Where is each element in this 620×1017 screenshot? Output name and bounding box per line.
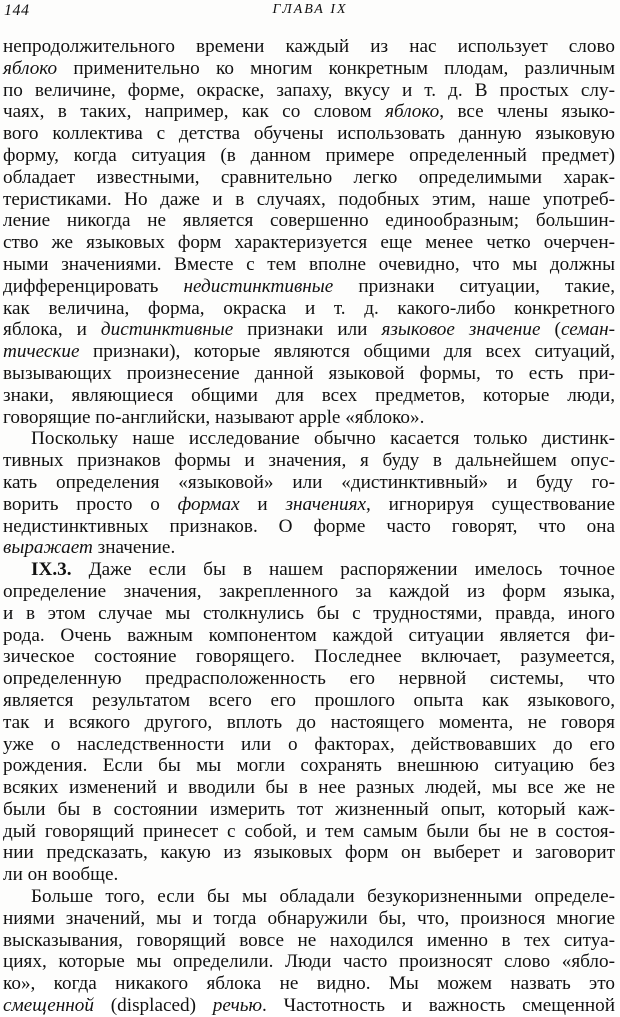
- text-line: [3, 123, 615, 145]
- running-title: ГЛАВА IX: [272, 2, 348, 17]
- text-line: [3, 341, 615, 363]
- text-line: [3, 145, 615, 167]
- text-line: [3, 864, 615, 886]
- italic-term: яблоко: [385, 101, 440, 123]
- text-line: [3, 80, 615, 102]
- italic-term: яблоко: [3, 57, 58, 79]
- text-line: [3, 734, 615, 756]
- text-segment: обладает известными, сравнительно легко определимыми харак-: [3, 166, 615, 188]
- text-line: [3, 232, 615, 254]
- text-line: [3, 450, 615, 472]
- text-segment: и в этом случае мы столкнулись бы с трудностями, правда, иного: [3, 602, 615, 624]
- text-line: [3, 189, 615, 211]
- text-segment: и: [239, 493, 286, 515]
- text-segment: определенную предрасположенность его нервной системы, что: [3, 668, 615, 690]
- page-header: [0, 0, 620, 26]
- text-line: [3, 581, 615, 603]
- italic-term: выражает: [3, 537, 93, 559]
- text-line: [3, 668, 615, 690]
- text-segment: рождения. Если бы мы могли сохранять внешнюю ситуацию без: [3, 755, 615, 777]
- italic-term: значениях: [285, 493, 367, 515]
- italic-term: дистинктивные: [100, 319, 234, 341]
- text-line: [3, 951, 615, 973]
- text-line: [3, 210, 615, 232]
- text-segment: ление никогда не является совершенно единообразным; большин-: [3, 210, 615, 232]
- text-line: [3, 472, 615, 494]
- italic-term: смещенной: [3, 995, 94, 1017]
- page-number: 144: [4, 2, 30, 19]
- text-line: [3, 494, 615, 516]
- text-line: [3, 908, 615, 930]
- text-segment: так и всякого другого, вплоть до настоящего момента, не говоря: [3, 711, 615, 733]
- text-segment: яблока, и: [3, 319, 101, 341]
- italic-term: тические: [3, 341, 80, 363]
- text-segment: всяких изменений и вводили бы в нее разных людей, мы все же не: [3, 777, 615, 799]
- text-segment: Поскольку наше исследование обычно касается только дистинк-: [31, 428, 615, 450]
- text-line: [3, 428, 615, 450]
- text-segment: чаях, в таких, например, как со словом: [3, 101, 386, 123]
- text-line: [3, 930, 615, 952]
- text-segment: (displaced): [93, 995, 213, 1017]
- text-line: [3, 712, 615, 734]
- text-segment: применительно ко многим конкретным плодам, различным: [57, 57, 615, 79]
- text-segment: , все члены языко-: [439, 101, 616, 123]
- text-line: [3, 101, 615, 123]
- text-segment: ко», когда никакого яблока не видно. Мы можем назвать это: [3, 973, 615, 995]
- text-segment: ворить просто о: [3, 493, 178, 515]
- text-segment: вызывающих произнесение данной языковой формы, то есть при-: [3, 362, 615, 384]
- text-segment: ниями значений, мы и тогда обнаружили бы, что, произнося многие: [3, 907, 615, 929]
- text-line: [3, 821, 615, 843]
- text-segment: как величина, форма, окраска и т. д. какого-либо конкретного: [3, 297, 615, 319]
- text-line: [3, 385, 615, 407]
- text-line: [3, 886, 615, 908]
- text-segment: ство же языковых форм характеризуется еще менее четко очерчен-: [3, 232, 615, 254]
- text-segment: признаки), которые являются общими для всех ситуаций,: [79, 341, 615, 363]
- text-line: [3, 276, 615, 298]
- text-line: [3, 777, 615, 799]
- text-segment: признаки или: [233, 319, 382, 341]
- text-line: [3, 842, 615, 864]
- text-segment: циях, которые мы определили. Люди часто произносят слово «ябло-: [3, 951, 615, 973]
- text-line: [3, 973, 615, 995]
- text-line: [3, 167, 615, 189]
- text-segment: знаки, являющиеся общими для всех предметов, которые люди,: [3, 384, 615, 406]
- text-segment: зическое состояние говорящего. Последнее включает, разумеется,: [3, 646, 615, 668]
- text-segment: непродолжительного времени каждый из нас использует слово: [3, 36, 615, 57]
- text-line: [3, 755, 615, 777]
- text-line: [3, 407, 615, 429]
- text-segment: Больше того, если бы мы обладали безукоризненными определе-: [31, 886, 615, 908]
- text-segment: . Частотность и важность смещенной: [262, 995, 615, 1017]
- text-line: [3, 995, 615, 1017]
- text-segment: , игнорируя существование: [366, 493, 615, 515]
- text-line: [3, 799, 615, 821]
- italic-term: речью: [212, 995, 263, 1017]
- italic-term: формах: [177, 493, 240, 515]
- text-line: [3, 254, 615, 276]
- text-segment: форму, когда ситуация (в данном примере определенный предмет): [3, 144, 615, 166]
- italic-term: языковое значение: [381, 319, 541, 341]
- text-line: [3, 319, 615, 341]
- text-segment: определение значения, закрепленного за каждой из форм языка,: [3, 580, 615, 602]
- body-text: [3, 36, 615, 1017]
- text-line: [3, 625, 615, 647]
- text-segment: высказывания, говорящий вовсе не находился именно в тех ситуа-: [3, 929, 615, 951]
- text-segment: (: [540, 319, 561, 341]
- text-line: [3, 537, 615, 559]
- text-segment: были бы в состоянии измерить тот жизненный опыт, который каж-: [3, 798, 615, 820]
- text-segment: является результатом всего его прошлого опыта как языкового,: [3, 689, 615, 711]
- text-segment: Даже если бы в нашем распоряжении имелось точное: [71, 559, 615, 581]
- text-segment: по величине, форме, окраске, запаху, вкусу и т. д. В простых слу-: [3, 79, 615, 101]
- text-segment: теристиками. Но даже и в случаях, подобных этим, наше употреб-: [3, 188, 615, 210]
- text-segment: дифференцировать: [3, 275, 184, 297]
- text-line: [3, 58, 615, 80]
- section-number: IX.3.: [31, 559, 72, 581]
- text-segment: кать определения «языковой» или «дистинктивный» и буду го-: [3, 471, 615, 493]
- text-segment: нии предсказать, какую из языковых форм он выберет и заговорит: [3, 842, 615, 864]
- text-segment: ли он вообще.: [3, 864, 119, 886]
- text-segment: ными значениями. Вместе с тем вполне очевидно, что мы должны: [3, 253, 615, 275]
- text-line: [3, 559, 615, 581]
- text-line: [3, 298, 615, 320]
- text-line: [3, 363, 615, 385]
- text-segment: тивных признаков формы и значения, я буду в дальнейшем опус-: [3, 450, 615, 472]
- text-line: [3, 690, 615, 712]
- text-segment: дый говорящий принесет с собой, и тем самым были бы не в состоя-: [3, 820, 615, 842]
- italic-term: недистинктивные: [183, 275, 334, 297]
- text-line: [3, 603, 615, 625]
- text-segment: вого коллектива с детства обучены использовать данную языковую: [3, 123, 615, 145]
- text-segment: недистинктивных признаков. О форме часто говорят, что она: [3, 515, 615, 537]
- text-segment: значение.: [92, 537, 176, 559]
- text-line: [3, 516, 615, 538]
- text-segment: говорящие по-английски, называют apple «яблоко».: [3, 406, 425, 428]
- text-segment: уже о наследственности или о факторах, действовавших до его: [3, 733, 615, 755]
- text-segment: рода. Очень важным компонентом каждой ситуации является фи-: [3, 624, 615, 646]
- text-segment: признаки ситуации, такие,: [333, 275, 615, 297]
- italic-term: семан-: [560, 319, 615, 341]
- text-line: [3, 36, 615, 58]
- text-line: [3, 646, 615, 668]
